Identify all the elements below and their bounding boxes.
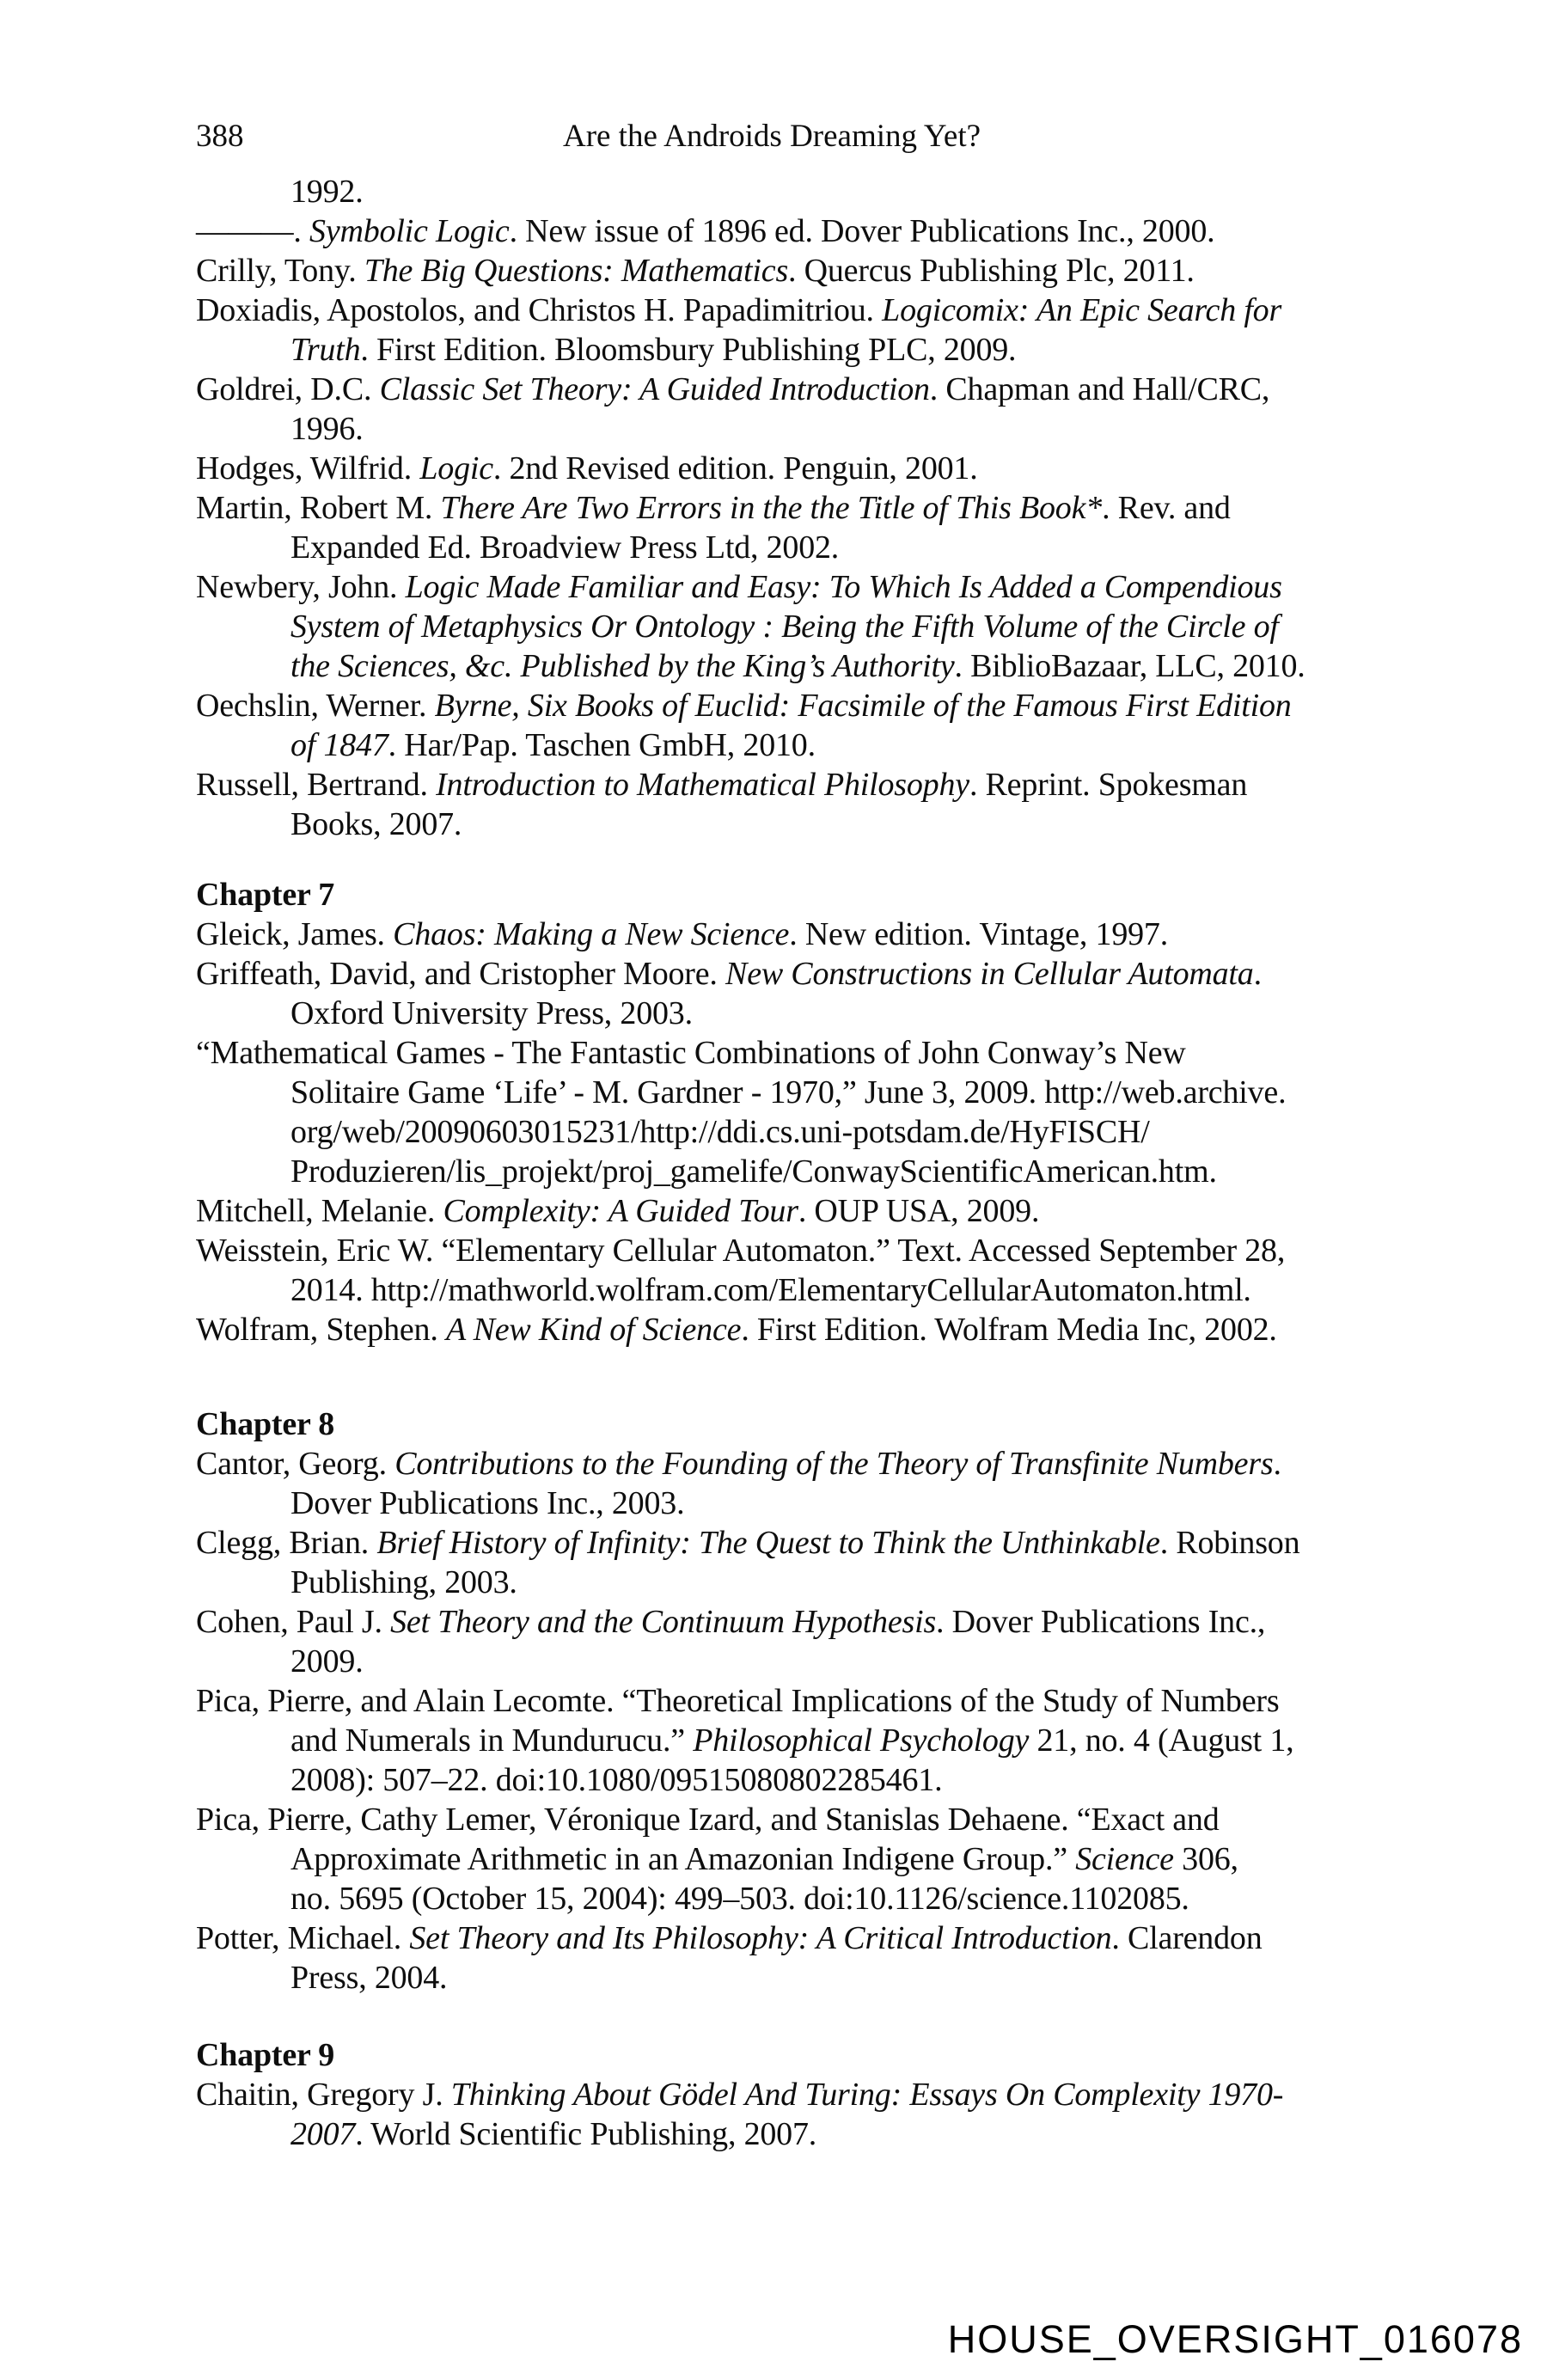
bib-text-segment: Cohen, Paul J. — [196, 1604, 391, 1640]
bib-text-segment: Oechslin, Werner. — [196, 688, 435, 724]
bibliography-entry — [196, 2075, 1352, 2154]
bibliography-entry — [196, 1033, 1352, 1191]
bibliography-section — [196, 875, 1352, 1349]
chapter-heading: Chapter 8 — [196, 1406, 335, 1442]
bib-text-segment: 2014. http://mathworld.wolfram.com/ElementaryCellularAutomaton.html. — [290, 1272, 1251, 1308]
bib-text-segment: org/web/20090603015231/http://ddi.cs.uni-potsdam.de/HyFISCH/ — [290, 1114, 1150, 1150]
bibliography-entry — [196, 488, 1352, 567]
bib-line — [196, 686, 1352, 725]
bibliography-entry — [196, 1602, 1352, 1681]
bib-text-segment: . — [1253, 956, 1262, 992]
bib-text-segment: Clegg, Brian. — [196, 1525, 377, 1561]
bib-text-segment: 21, no. 4 (August 1, — [1029, 1722, 1294, 1759]
bibliography-entry — [196, 211, 1352, 251]
bib-title-segment: Symbolic Logic — [309, 213, 510, 249]
bib-title-segment: The Big Questions: Mathematics — [364, 253, 789, 289]
bib-line — [196, 1310, 1352, 1349]
bib-title-segment: 2007 — [290, 2116, 356, 2152]
bibliography-entry — [196, 1523, 1352, 1602]
bib-text-segment: Chaitin, Gregory J. — [196, 2077, 451, 2113]
bib-line — [196, 370, 1352, 409]
bib-line — [196, 994, 1352, 1033]
bib-text-segment: Wolfram, Stephen. — [196, 1312, 446, 1348]
bib-line — [196, 1152, 1352, 1191]
bib-text-segment: . Quercus Publishing Plc, 2011. — [788, 253, 1195, 289]
bib-text-segment: 306, — [1173, 1841, 1238, 1877]
bib-text-segment: Oxford University Press, 2003. — [290, 995, 693, 1031]
bib-text-segment: Weisstein, Eric W. “Elementary Cellular Automaton.” Text. Accessed September 28, — [196, 1233, 1286, 1269]
bib-line — [196, 1231, 1352, 1270]
bib-title-segment: Introduction to Mathematical Philosophy — [436, 767, 969, 803]
bib-line — [196, 1484, 1352, 1523]
bib-text-segment: . Reprint. Spokesman — [969, 767, 1248, 803]
bib-title-segment: Complexity: A Guided Tour — [443, 1193, 798, 1229]
bib-line — [196, 954, 1352, 994]
bib-title-segment: A New Kind of Science — [445, 1312, 742, 1348]
bib-text-segment: Solitaire Game ‘Life’ - M. Gardner - 1970,” June 3, 2009. http://web.archive. — [290, 1074, 1287, 1110]
bib-title-segment: of 1847 — [290, 727, 388, 763]
bib-text-segment: Press, 2004. — [290, 1960, 448, 1996]
bib-text-segment: . Dover Publications Inc., — [936, 1604, 1266, 1640]
bib-title-segment: New Constructions in Cellular Automata — [725, 956, 1254, 992]
bib-line — [196, 1112, 1352, 1152]
bibliography-entry — [196, 370, 1352, 449]
bib-text-segment: 1992. — [290, 174, 364, 210]
bib-title-segment: Science — [1075, 1841, 1174, 1877]
bib-title-segment: There Are Two Errors in the the Title of This Book* — [440, 490, 1103, 526]
bib-title-segment: Brief History of Infinity: The Quest to Think the Unthinkable — [376, 1525, 1160, 1561]
bib-text-segment: . — [1273, 1446, 1281, 1482]
page-header — [196, 119, 1348, 155]
bib-text-segment: . World Scientific Publishing, 2007. — [355, 2116, 817, 2152]
bib-line — [196, 251, 1352, 291]
bib-text-segment: Produzieren/lis_projekt/proj_gamelife/ConwayScientificAmerican.htm. — [290, 1153, 1217, 1190]
bib-text-segment: Dover Publications Inc., 2003. — [290, 1485, 685, 1521]
bib-line — [196, 1879, 1352, 1918]
bibliography-entry — [196, 449, 1352, 488]
bib-title-segment: the Sciences, &c. Published by the King’s Authority — [290, 648, 955, 684]
bibliography-entry — [196, 1191, 1352, 1231]
bib-title-segment: Classic Set Theory: A Guided Introduction — [379, 371, 930, 407]
bib-line — [196, 1523, 1352, 1563]
bib-line — [196, 1839, 1352, 1879]
bib-text-segment: . Clarendon — [1111, 1920, 1263, 1956]
bib-text-segment: . 2nd Revised edition. Penguin, 2001. — [492, 450, 978, 486]
bib-text-segment: . Chapman and Hall/CRC, — [929, 371, 1270, 407]
page-number: 388 — [196, 119, 244, 154]
bib-text-segment: Martin, Robert M. — [196, 490, 441, 526]
bib-line — [196, 1602, 1352, 1642]
bib-title-segment: Set Theory and the Continuum Hypothesis — [390, 1604, 937, 1640]
bib-line — [196, 1800, 1352, 1839]
bib-text-segment: Books, 2007. — [290, 806, 462, 842]
bib-title-segment: Logicomix: An Epic Search for — [882, 292, 1282, 328]
bib-text-segment: Pica, Pierre, Cathy Lemer, Véronique Izard, and Stanislas Dehaene. “Exact and — [196, 1802, 1220, 1838]
bib-title-segment: Set Theory and Its Philosophy: A Critical Introduction — [409, 1920, 1112, 1956]
bibliography-entry — [196, 686, 1352, 765]
bibliography-entry — [196, 1444, 1352, 1523]
bib-line — [196, 646, 1352, 686]
bib-line — [196, 1444, 1352, 1484]
bib-line — [196, 567, 1352, 607]
bib-text-segment: Newbery, John. — [196, 569, 406, 605]
running-title: Are the Androids Dreaming Yet? — [562, 119, 981, 154]
bib-title-segment: Logic — [419, 450, 493, 486]
bib-text-segment: . Robinson — [1159, 1525, 1300, 1561]
bib-title-segment: Philosophical Psychology — [693, 1722, 1030, 1759]
watermark: HOUSE_OVERSIGHT_016078 — [947, 2317, 1523, 2361]
bib-text-segment: . Rev. and — [1102, 490, 1231, 526]
bib-title-segment: Byrne, Six Books of Euclid: Facsimile of the Famous First Edition — [434, 688, 1292, 724]
bibliography-entry — [196, 251, 1352, 291]
bibliography-entry — [196, 1681, 1352, 1800]
bibliography-section — [196, 1404, 1352, 1998]
bib-line — [196, 449, 1352, 488]
bib-text-segment: . First Edition. Wolfram Media Inc, 2002. — [741, 1312, 1277, 1348]
bib-line — [196, 1270, 1352, 1310]
bib-line — [196, 805, 1352, 844]
bibliography-entry — [196, 765, 1352, 844]
bib-line — [196, 409, 1352, 449]
bibliography-entry — [196, 915, 1352, 954]
bib-text-segment: Gleick, James. — [196, 916, 394, 952]
bib-line — [196, 211, 1352, 251]
bibliography-entry — [196, 1800, 1352, 1918]
bib-text-segment: and Numerals in Mundurucu.” — [290, 1722, 694, 1759]
chapter-heading: Chapter 9 — [196, 2037, 335, 2073]
bib-text-segment: Russell, Bertrand. — [196, 767, 437, 803]
bib-line — [196, 1073, 1352, 1112]
bib-text-segment: Griffeath, David, and Cristopher Moore. — [196, 956, 726, 992]
bib-line — [196, 1033, 1352, 1073]
bib-line — [196, 1721, 1352, 1760]
bib-line — [196, 1563, 1352, 1602]
bib-title-segment: Truth — [290, 332, 361, 368]
bibliography-section — [196, 172, 1352, 844]
bib-line — [196, 1191, 1352, 1231]
bib-line — [196, 607, 1352, 646]
bib-line — [196, 291, 1352, 330]
bib-text-segment: Doxiadis, Apostolos, and Christos H. Papadimitriou. — [196, 292, 883, 328]
bib-line — [196, 725, 1352, 765]
bib-title-segment: Logic Made Familiar and Easy: To Which Is Added a Compendious — [405, 569, 1282, 605]
bib-line — [196, 915, 1352, 954]
bibliography-entry — [196, 1310, 1352, 1349]
bibliography-entry — [196, 954, 1352, 1033]
bib-line — [196, 172, 1352, 211]
bib-line — [196, 2114, 1352, 2154]
bib-text-segment: . First Edition. Bloomsbury Publishing PLC, 2009. — [360, 332, 1017, 368]
bib-text-segment: . Har/Pap. Taschen GmbH, 2010. — [388, 727, 816, 763]
bib-text-segment: . OUP USA, 2009. — [798, 1193, 1040, 1229]
bibliography-entry — [196, 1231, 1352, 1310]
bib-text-segment: ———. — [196, 213, 310, 249]
bib-text-segment: Crilly, Tony. — [196, 253, 364, 289]
bib-line — [196, 488, 1352, 528]
bibliography — [196, 172, 1352, 2154]
bib-title-segment: Chaos: Making a New Science — [393, 916, 790, 952]
bib-line — [196, 330, 1352, 370]
bib-text-segment: Publishing, 2003. — [290, 1564, 517, 1600]
bibliography-entry — [196, 172, 1352, 211]
bib-line — [196, 1918, 1352, 1958]
bib-text-segment: 2009. — [290, 1643, 364, 1679]
bib-title-segment: System of Metaphysics Or Ontology : Being the Fifth Volume of the Circle of — [290, 609, 1279, 645]
bibliography-entry — [196, 291, 1352, 370]
bib-text-segment: Hodges, Wilfrid. — [196, 450, 420, 486]
bib-text-segment: 2008): 507–22. doi:10.1080/09515080802285461. — [290, 1762, 943, 1798]
bib-text-segment: . BiblioBazaar, LLC, 2010. — [954, 648, 1305, 684]
bib-line — [196, 1958, 1352, 1998]
bib-text-segment: “Mathematical Games - The Fantastic Combinations of John Conway’s New — [196, 1035, 1186, 1071]
bib-text-segment: Expanded Ed. Broadview Press Ltd, 2002. — [290, 529, 840, 566]
bib-text-segment: . New issue of 1896 ed. Dover Publications Inc., 2000. — [509, 213, 1215, 249]
bibliography-section — [196, 2035, 1352, 2154]
bib-text-segment: Pica, Pierre, and Alain Lecomte. “Theoretical Implications of the Study of Numbers — [196, 1683, 1280, 1719]
bib-title-segment: Thinking About Gödel And Turing: Essays On Complexity 1970- — [450, 2077, 1284, 2113]
bib-text-segment: Potter, Michael. — [196, 1920, 410, 1956]
bib-title-segment: Contributions to the Founding of the Theory of Transfinite Numbers — [394, 1446, 1274, 1482]
bib-line — [196, 1642, 1352, 1681]
chapter-heading: Chapter 7 — [196, 877, 335, 913]
bib-text-segment: . New edition. Vintage, 1997. — [789, 916, 1169, 952]
bib-text-segment: Goldrei, D.C. — [196, 371, 380, 407]
bib-line — [196, 528, 1352, 567]
bib-text-segment: Approximate Arithmetic in an Amazonian Indigene Group.” — [290, 1841, 1076, 1877]
bib-line — [196, 765, 1352, 805]
bibliography-entry — [196, 567, 1352, 686]
bib-text-segment: Cantor, Georg. — [196, 1446, 395, 1482]
bib-text-segment: no. 5695 (October 15, 2004): 499–503. doi:10.1126/science.1102085. — [290, 1881, 1189, 1917]
bib-text-segment: Mitchell, Melanie. — [196, 1193, 443, 1229]
bib-line — [196, 1681, 1352, 1721]
bib-line — [196, 2075, 1352, 2114]
bib-line — [196, 1760, 1352, 1800]
bib-text-segment: 1996. — [290, 411, 364, 447]
bibliography-entry — [196, 1918, 1352, 1998]
